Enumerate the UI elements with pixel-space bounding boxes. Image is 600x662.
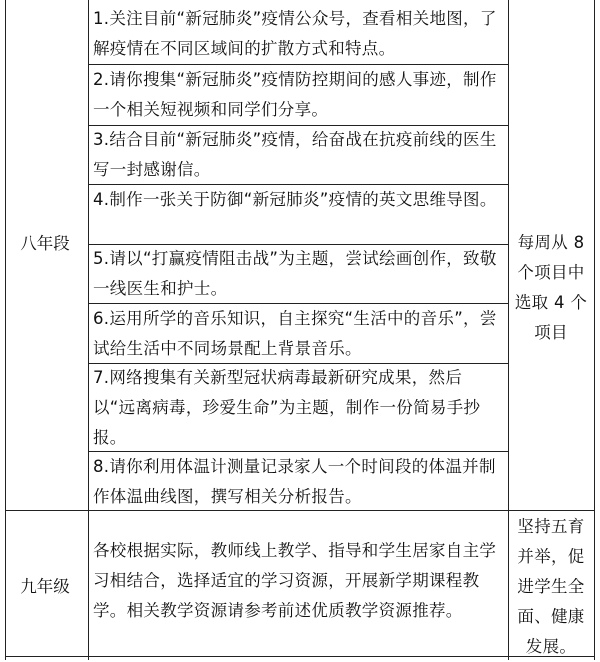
project-item: 6.运用所学的音乐知识，自主探究“生活中的音乐”，尝试给生活中不同场景配上背景音乐。: [93, 309, 497, 358]
project-item: 5.请以“打赢疫情阻击战”为主题，尝试绘画创作，致敬一线医生和护士。: [93, 249, 497, 298]
project-item: 1.关注目前“新冠肺炎”疫情公众号，查看相关地图，了解疫情在不同区域间的扩散方式和特点。: [93, 9, 497, 58]
table-border-right: [594, 0, 595, 660]
project-item: 2.请你搜集“新冠肺炎”疫情防控期间的感人事迹，制作一个相关短视频和同学们分享。: [93, 70, 497, 119]
project-item: 3.结合目前“新冠肺炎”疫情，给奋战在抗疫前线的医生写一封感谢信。: [93, 130, 497, 179]
grade-label: 八年段: [20, 234, 70, 253]
teaching-content: 各校根据实际，教师线上教学、指导和学生居家自主学习相结合，选择适宜的学习资源，开展新学期课程教学。相关教学资源请参考前述优质教学资源推荐。: [93, 541, 497, 620]
table-border-bottom: [5, 656, 595, 657]
column-divider: [88, 0, 89, 660]
selection-note: 每周从 8 个项目中选取 4 个项目: [514, 233, 588, 342]
column-divider: [508, 0, 509, 660]
project-item: 4.制作一张关于防御“新冠肺炎”疫情的英文思维导图。: [93, 190, 497, 209]
education-note: 坚持五育并举，促进学生全面、健康发展。: [517, 517, 585, 656]
table-border-left: [5, 0, 6, 660]
project-item: 8.请你利用体温计测量记录家人一个时间段的体温并制作体温曲线图，撰写相关分析报告。: [93, 457, 496, 506]
project-item: 7.网络搜集有关新型冠状病毒最新研究成果，然后以“远离病毒，珍爱生命”为主题，制作一份简易手抄报。: [93, 368, 481, 447]
grade-label: 九年级: [20, 577, 70, 596]
